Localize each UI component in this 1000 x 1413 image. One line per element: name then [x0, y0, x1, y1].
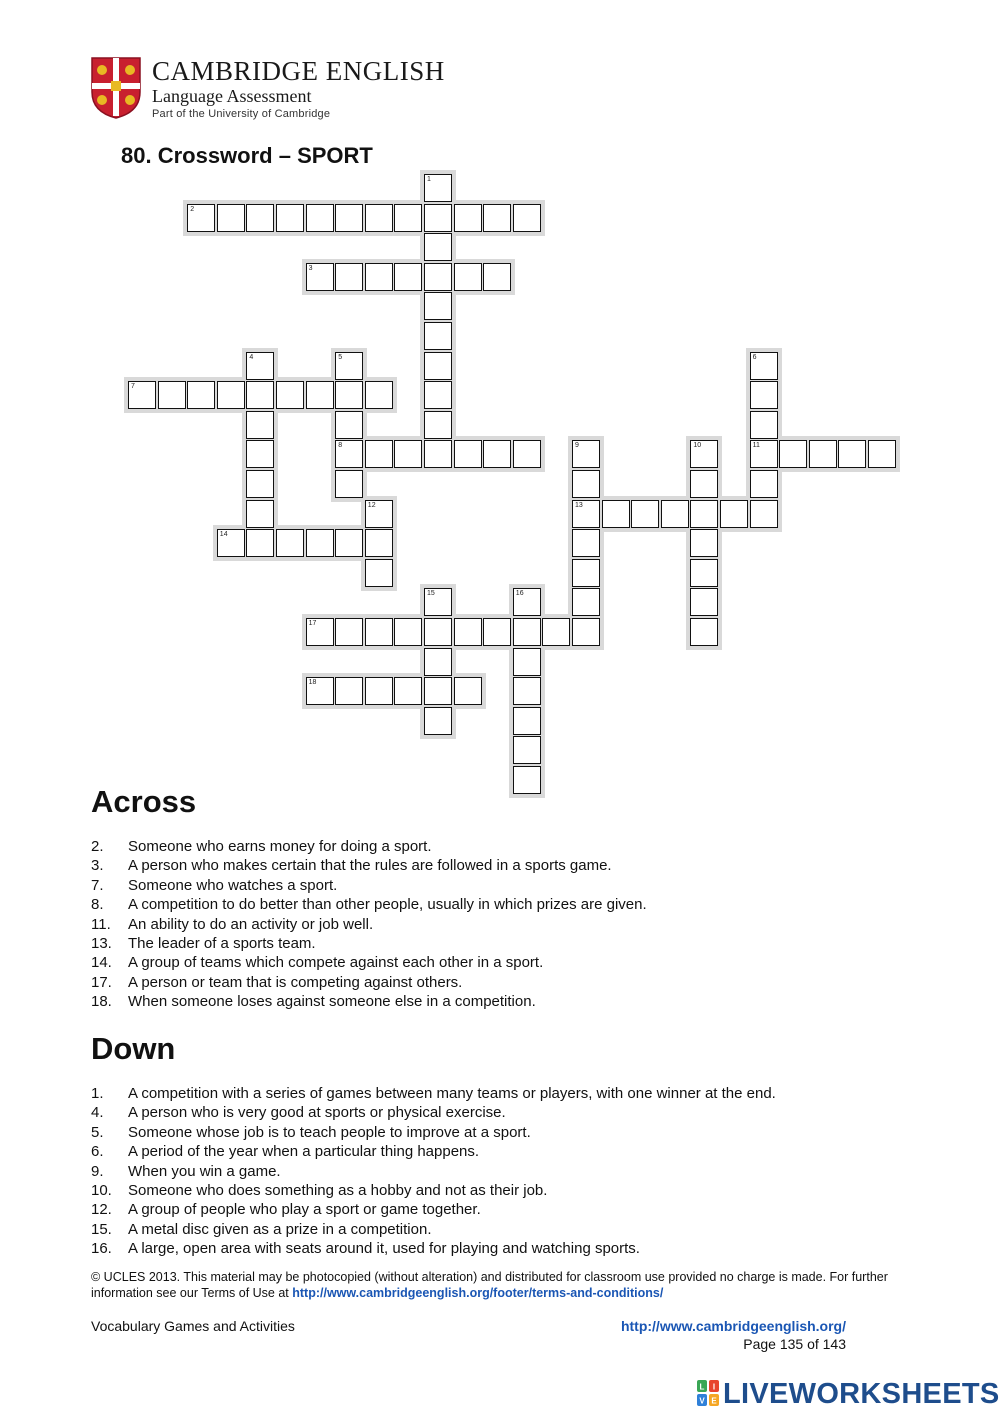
clue-text: A competition to do better than other people, usually in which prizes are given.	[128, 896, 647, 914]
crossword-cell-face	[483, 618, 511, 646]
clue-number: 13.	[91, 934, 112, 952]
cell-clue-number: 6	[752, 353, 757, 361]
crossword-cell-face	[750, 500, 778, 528]
crossword-cell-face	[483, 440, 511, 468]
crossword-cell-face	[394, 204, 422, 232]
clue-number: 12.	[91, 1201, 112, 1219]
crossword-cell-face	[572, 440, 600, 468]
crossword-cell-face	[365, 559, 393, 587]
crossword-cell-face	[424, 707, 452, 735]
crossword-cell-face	[454, 618, 482, 646]
crossword-cell-face	[335, 352, 363, 380]
clue-number: 9.	[91, 1162, 104, 1180]
crossword-cell-face	[424, 322, 452, 350]
crossword-cell-face	[335, 204, 363, 232]
cell-clue-number: 10	[693, 442, 702, 450]
crossword-cell-face	[572, 529, 600, 557]
crossword-cell-face	[276, 529, 304, 557]
crossword-cell-face	[572, 500, 600, 528]
crossword-cell-face	[217, 529, 245, 557]
down-clue	[91, 1103, 911, 1122]
clue-text: A person who makes certain that the rules are followed in a sports game.	[128, 857, 612, 875]
down-clue	[91, 1084, 911, 1103]
cell-clue-number: 3	[308, 264, 313, 272]
crossword-cell-face	[306, 263, 334, 291]
crossword-cell-face	[779, 440, 807, 468]
crossword-cell-face	[750, 470, 778, 498]
crossword-cell-face	[335, 263, 363, 291]
crossword-cell-face	[128, 381, 156, 409]
crossword-cell-face	[838, 440, 866, 468]
down-heading: Down	[91, 1031, 176, 1066]
cell-clue-number: 18	[308, 679, 317, 687]
clue-text: A person who is very good at sports or physical exercise.	[128, 1104, 506, 1122]
crossword-cell-face	[513, 648, 541, 676]
crossword-cell-face	[335, 529, 363, 557]
crossword-cell-face	[306, 204, 334, 232]
across-clue	[91, 992, 911, 1011]
crossword-cell-face	[454, 263, 482, 291]
crossword-cell-face	[513, 618, 541, 646]
clue-text: Someone whose job is to teach people to improve at a sport.	[128, 1123, 531, 1141]
crossword-cell-face	[513, 204, 541, 232]
crossword-cell-face	[690, 500, 718, 528]
crossword-cell-face	[631, 500, 659, 528]
cell-clue-number: 4	[249, 353, 254, 361]
crossword-cell-face	[424, 292, 452, 320]
crossword-cell-face	[690, 618, 718, 646]
crossword-cell-face	[424, 204, 452, 232]
crossword-cell-face	[868, 440, 896, 468]
crossword-cell-face	[454, 677, 482, 705]
clue-number: 8.	[91, 896, 104, 914]
crossword-cell-face	[513, 766, 541, 794]
crossword-cell-face	[335, 440, 363, 468]
crossword-cell-face	[424, 648, 452, 676]
crossword-cell-face	[690, 559, 718, 587]
crossword-cell-face	[394, 263, 422, 291]
crossword-cell-face	[513, 440, 541, 468]
footer-book-title: Vocabulary Games and Activities	[91, 1318, 295, 1334]
clue-text: Someone who does something as a hobby and not as their job.	[128, 1181, 548, 1199]
clue-text: A large, open area with seats around it, used for playing and watching sports.	[128, 1240, 640, 1258]
crossword-cell-face	[572, 618, 600, 646]
across-heading: Across	[91, 784, 197, 819]
crossword-cell-face	[394, 440, 422, 468]
crossword-cell-face	[335, 411, 363, 439]
down-clue	[91, 1181, 911, 1200]
cell-clue-number: 15	[427, 590, 435, 598]
clue-number: 16.	[91, 1240, 112, 1258]
cell-clue-number: 1	[427, 176, 431, 183]
clue-text: A metal disc given as a prize in a competition.	[128, 1220, 432, 1238]
liveworksheets-logo-icon	[697, 1380, 719, 1406]
clue-number: 7.	[91, 876, 104, 894]
crossword-cell-face	[750, 352, 778, 380]
crossword-cell-face	[572, 559, 600, 587]
badge-letter-l: L	[699, 1382, 705, 1392]
terms-link[interactable]: http://www.cambridgeenglish.org/footer/terms-and-conditions/	[292, 1286, 664, 1300]
clue-text: When you win a game.	[128, 1162, 281, 1180]
clue-number: 6.	[91, 1143, 104, 1161]
crossword-cell-face	[513, 588, 541, 616]
crossword-cell-face	[246, 204, 274, 232]
crossword-cell-face	[246, 440, 274, 468]
across-clue	[91, 856, 911, 875]
clue-number: 15.	[91, 1220, 112, 1238]
clue-number: 18.	[91, 993, 112, 1011]
crossword-cell-face	[394, 677, 422, 705]
crossword-cell-face	[365, 500, 393, 528]
across-clue	[91, 895, 911, 914]
crossword-cell-face	[158, 381, 186, 409]
across-clue	[91, 973, 911, 992]
crossword-cell-face	[690, 588, 718, 616]
crossword-cell-face	[217, 381, 245, 409]
across-clue	[91, 934, 911, 953]
crossword-cell-face	[424, 352, 452, 380]
crossword-cell-face	[365, 618, 393, 646]
down-clue	[91, 1200, 911, 1219]
cell-clue-number: 11	[752, 442, 760, 450]
clue-text: A person or team that is competing against others.	[128, 973, 463, 991]
crossword-cell-face	[335, 677, 363, 705]
across-clue	[91, 915, 911, 934]
clue-text: An ability to do an activity or job well.	[128, 915, 374, 933]
cell-clue-number: 5	[338, 353, 343, 361]
down-clue	[91, 1123, 911, 1142]
crossword-cell-face	[306, 381, 334, 409]
crossword-cell-face	[246, 470, 274, 498]
page-title: 80. Crossword – SPORT	[121, 143, 373, 168]
crossword-cell-face	[513, 736, 541, 764]
copyright-text: © UCLES 2013. This material may be photocopied (without alteration) and distributed for classroom use provided no charge is made. For further information see our Terms of Use at	[91, 1270, 888, 1300]
crossword-cell-face	[394, 618, 422, 646]
crossword-cell-face	[335, 381, 363, 409]
down-clue	[91, 1142, 911, 1161]
crossword-cell-face	[513, 707, 541, 735]
clue-number: 14.	[91, 954, 112, 972]
crossword-cell-face	[187, 381, 215, 409]
across-clue	[91, 876, 911, 895]
crossword-cell-face	[424, 677, 452, 705]
down-clue	[91, 1162, 911, 1181]
crossword-cell-face	[187, 204, 215, 232]
crossword-cell-face	[335, 618, 363, 646]
crossword-cell-face	[809, 440, 837, 468]
clue-number: 4.	[91, 1104, 104, 1122]
crossword-cell-face	[424, 588, 452, 616]
clue-number: 5.	[91, 1123, 104, 1141]
crossword-cell-face	[246, 529, 274, 557]
clue-text: A group of people who play a sport or game together.	[128, 1201, 481, 1219]
badge-letter-i: I	[712, 1382, 716, 1392]
badge-letter-e: E	[711, 1396, 717, 1406]
crossword-cell-face	[306, 677, 334, 705]
crossword-cell-face	[513, 677, 541, 705]
clue-text: A group of teams which compete against each other in a sport.	[128, 954, 544, 972]
crossword-cell-face	[276, 381, 304, 409]
clue-number: 10.	[91, 1181, 112, 1199]
crossword-cell-face	[365, 677, 393, 705]
across-clue-list	[91, 837, 911, 1012]
liveworksheets-watermark: LIVEWORKSHEETS	[723, 1378, 1000, 1410]
cell-clue-number: 2	[190, 205, 195, 213]
crossword-cell-face	[365, 381, 393, 409]
crossword-cell-face	[483, 263, 511, 291]
clue-text: Someone who watches a sport.	[128, 876, 338, 894]
clue-number: 17.	[91, 973, 112, 991]
brand-name: CAMBRIDGE ENGLISH	[152, 56, 445, 86]
clue-number: 11.	[91, 915, 111, 933]
crossword-cell-face	[365, 440, 393, 468]
across-clue	[91, 953, 911, 972]
crossword-cell-face	[750, 440, 778, 468]
crossword-cell-face	[750, 381, 778, 409]
page-number: Page 135 of 143	[743, 1336, 846, 1352]
crossword-cell-face	[454, 440, 482, 468]
crossword-cell-face	[335, 470, 363, 498]
footer-site-link[interactable]: http://www.cambridgeenglish.org/	[620, 1318, 846, 1334]
cell-clue-number: 14	[219, 531, 228, 539]
crossword-cell-face	[572, 470, 600, 498]
cell-clue-number: 13	[575, 501, 583, 509]
crossword-cell-face	[246, 381, 274, 409]
clue-text: The leader of a sports team.	[128, 934, 316, 952]
crossword-cell-face	[690, 470, 718, 498]
clue-number: 1.	[91, 1085, 104, 1102]
cell-clue-number: 9	[575, 442, 579, 450]
cell-clue-number: 17	[308, 620, 317, 627]
crossword-cell-face	[424, 233, 452, 261]
crossword-cell-face	[276, 204, 304, 232]
crossword-cell-face	[720, 500, 748, 528]
crossword-cell-face	[542, 618, 570, 646]
crossword-cell-face	[483, 204, 511, 232]
brand-subtitle: Language Assessment	[152, 86, 312, 106]
crossword-cell-face	[365, 204, 393, 232]
crossword-cell-face	[572, 588, 600, 616]
crossword-cell-face	[690, 440, 718, 468]
crossword-cell-face	[424, 381, 452, 409]
crossword-cell-face	[424, 411, 452, 439]
crossword-cell-face	[246, 352, 274, 380]
clue-text: Someone who earns money for doing a sport.	[128, 838, 432, 855]
crossword-cell-face	[306, 529, 334, 557]
clue-number: 2.	[91, 838, 104, 855]
crossword-cell-face	[602, 500, 630, 528]
crossword-cell-face	[424, 174, 452, 202]
crossword-cell-face	[424, 440, 452, 468]
cell-clue-number: 7	[131, 383, 135, 391]
crossword-cell-face	[306, 618, 334, 646]
crossword-cell-face	[424, 263, 452, 291]
cell-clue-number: 8	[338, 442, 343, 450]
brand-part: Part of the University of Cambridge	[152, 108, 331, 120]
crossword-cell-face	[750, 411, 778, 439]
crossword-cell-face	[690, 529, 718, 557]
badge-letter-v: V	[699, 1396, 705, 1406]
down-clue-list	[91, 1084, 911, 1259]
cell-clue-number: 16	[515, 590, 524, 598]
down-clue	[91, 1239, 911, 1258]
crossword-cell-face	[246, 500, 274, 528]
across-clue	[91, 837, 911, 856]
cell-clue-number: 12	[367, 501, 376, 509]
clue-text: A competition with a series of games between many teams or players, with one winner at the end.	[128, 1085, 776, 1102]
crossword-cell-face	[365, 529, 393, 557]
clue-number: 3.	[91, 857, 104, 875]
clue-text: A period of the year when a particular thing happens.	[128, 1143, 480, 1161]
crossword-cell-face	[365, 263, 393, 291]
copyright-notice	[91, 1269, 921, 1301]
crossword-cell-face	[246, 411, 274, 439]
crossword-cell-face	[454, 204, 482, 232]
crossword-cell-face	[217, 204, 245, 232]
crossword-cell-face	[424, 618, 452, 646]
down-clue	[91, 1220, 911, 1239]
clue-text: When someone loses against someone else in a competition.	[128, 993, 536, 1011]
crossword-cell-face	[661, 500, 689, 528]
